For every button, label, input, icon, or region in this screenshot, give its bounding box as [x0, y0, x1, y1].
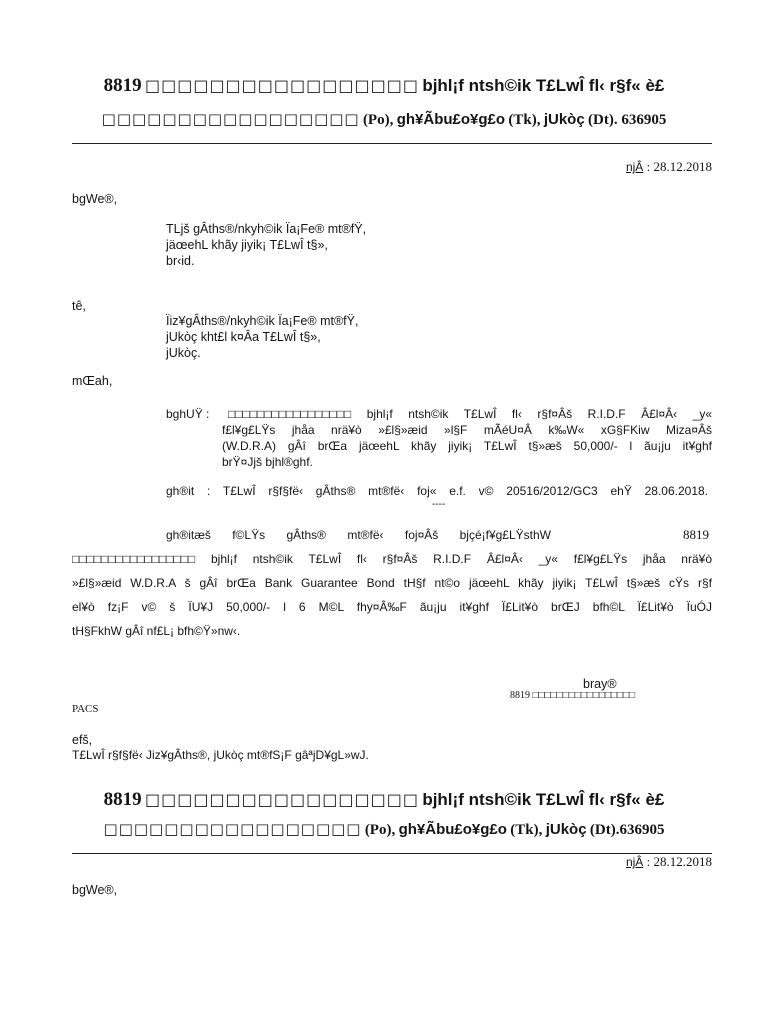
address-dt-pincode: (Dt). 636905: [588, 112, 667, 128]
via-address: [166, 313, 358, 361]
subject-line-text: brŸ¤Jjš bjhl®ghf.: [222, 455, 313, 469]
copy-label: efš,: [72, 733, 93, 747]
address-taluk: gh¥Ãbu£o¥g£o: [396, 111, 506, 128]
address-tk: (Tk),: [508, 112, 541, 128]
subject-line: [222, 454, 313, 470]
reference-line: [166, 483, 708, 499]
address-district: jUkòç: [545, 821, 587, 838]
reference-separator: ----: [432, 499, 446, 510]
body-line-text: el¥ò fz¡F v© š ÏU¥J 50,000/- l 6 M©L fhy¤Â‰F ãu¡ju it¥ghf Ï£Lit¥ò brŒJ bfh©L Ï£Lit¥ò ÏuÓJ: [72, 600, 712, 614]
greeting: mŒah,: [72, 374, 113, 388]
body-first-line: [166, 527, 551, 543]
subject-line: [222, 422, 712, 438]
society-name-text: bjhl¡f ntsh©ik T£LwÎ fl‹ r§f« è£: [422, 76, 665, 95]
letterhead-address: [0, 819, 768, 840]
society-name-missing-glyphs: □□□□□□□□□□□□□□□□□: [144, 790, 419, 809]
subject-line-text: f£l¥g£LŸs jhåa nrä¥ò »£l§»æid »l§F mÃéU¤Â k‰W« xG§FKiw Miza¤Âš: [222, 423, 712, 437]
letterhead-divider: [72, 853, 712, 854]
body-line: [72, 599, 712, 615]
recipient-address: [166, 221, 366, 269]
subject-line-text: □□□□□□□□□□□□□□□□□ bjhl¡f ntsh©ik T£LwÎ fl‹ r§f¤Âš R.I.D.F Â£l¤Â‹ _y«: [228, 407, 712, 421]
address-tk: (Tk),: [510, 822, 543, 838]
signature-society: 8819 □□□□□□□□□□□□□□□□□: [510, 690, 636, 701]
body-line-text: gh®itæš f©LŸs gÂths® mt®fë‹ foj¤Âš bjçé¡f¥g£LŸsthW: [166, 528, 551, 542]
address-missing-glyphs: □□□□□□□□□□□□□□□□□: [101, 110, 360, 128]
via-label: tê,: [72, 299, 86, 313]
recipient-salutation: bgWe®,: [72, 192, 118, 206]
recipient-salutation: bgWe®,: [72, 883, 118, 897]
body-line: [72, 575, 712, 591]
society-name-text: bjhl¡f ntsh©ik T£LwÎ fl‹ r§f« è£: [422, 790, 665, 809]
letter-date: [626, 160, 712, 174]
subject-label: bghUŸ :: [166, 407, 210, 421]
body-line-text: tH§FkhW gÂî nf£L¡ bfh©Ÿ»nw‹.: [72, 624, 241, 638]
recipient-address-line: TLjš gÂths®/nkyh©ik Ïa¡Fe® mt®fŸ,: [166, 222, 367, 236]
via-address-line: jUkòç.: [166, 346, 201, 360]
signature-label: bray®: [583, 677, 617, 691]
date-value: : 28.12.2018: [646, 159, 712, 174]
body-line-text: □□□□□□□□□□□□□□□□□ bjhl¡f ntsh©ik T£LwÎ fl‹ r§f¤Âš R.I.D.F Â£l¤Â‹ _y« f£l¥g£LŸs jhåa nrä¥ò: [72, 552, 712, 566]
subject-line-text: (W.D.R.A) gÂî brŒa jäœehL khãy jiyik¡ T£LwÎ t§»æš 50,000/- l ãu¡ju it¥ghf: [222, 439, 712, 453]
address-po: (Po),: [364, 822, 396, 838]
letterhead-society-name: [0, 788, 768, 813]
recipient-address-line: br‹id.: [166, 254, 195, 268]
date-label: njÂ: [625, 855, 644, 869]
body-line-text: »£l§»æid W.D.R.A š gÂî brŒa Bank Guarantee Bond tH§f nt©o jäœehL khãy jiyik¡ T£LwÎ t§»æš cŸs r§f: [72, 576, 712, 590]
date-label: njÂ: [625, 160, 644, 174]
reference-text: gh®it : T£LwÎ r§f§fë‹ gÂths® mt®fë‹ foj« e.f. v© 20516/2012/GC3 ehŸ 28.06.2018.: [166, 484, 708, 498]
address-po: (Po),: [362, 112, 394, 128]
society-number: 8819: [103, 789, 142, 810]
pacs-label: PACS: [72, 703, 99, 715]
letterhead-society-name: [0, 74, 768, 99]
via-address-line: Ïiz¥gÂths®/nkyh©ik Ïa¡Fe® mt®fŸ,: [166, 314, 359, 328]
recipient-address-line: jäœehL khãy jiyik¡ T£LwÎ t§»,: [166, 238, 328, 252]
body-first-line-number: 8819: [683, 527, 709, 542]
subject-line: [222, 438, 712, 454]
address-taluk: gh¥Ãbu£o¥g£o: [398, 821, 507, 838]
body-line: [72, 551, 712, 567]
via-address-line: jUkòç kht£l k¤Âa T£LwÎ t§»,: [166, 330, 321, 344]
body-line: [72, 623, 240, 639]
date-value: : 28.12.2018: [646, 854, 712, 869]
letterhead-address: [0, 109, 768, 130]
society-name-missing-glyphs: □□□□□□□□□□□□□□□□□: [144, 76, 419, 95]
society-number: 8819: [103, 75, 142, 96]
address-dt-pincode: (Dt).636905: [589, 822, 665, 838]
copy-text: T£LwÎ r§f§fë‹ Jiz¥gÂths®, jUkòç mt®fS¡F gâªjD¥gL»wJ.: [72, 748, 369, 762]
letter-date: [626, 855, 712, 869]
address-district: jUkòç: [543, 111, 585, 128]
subject-line: [228, 406, 712, 422]
letterhead-divider: [72, 143, 712, 144]
address-missing-glyphs: □□□□□□□□□□□□□□□□□: [103, 820, 362, 838]
